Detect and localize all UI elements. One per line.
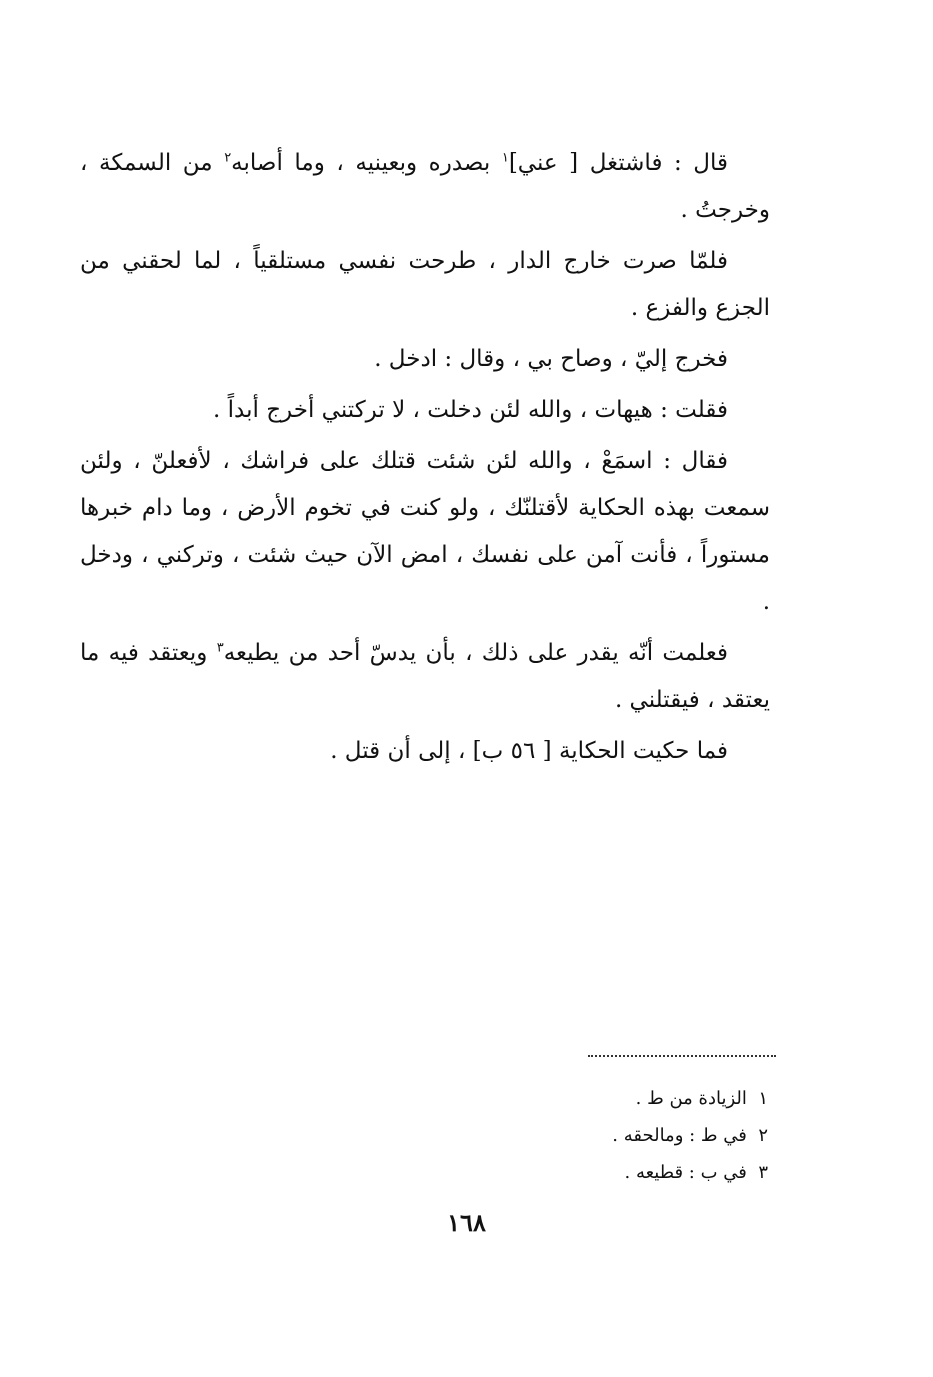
paragraph-6: فعلمت أنّه يقدر على ذلك ، بأن يدسّ أحد من يطيعه$^٣$ ويعتقد فيه ما يعتقد ، فيقتلني . bbox=[80, 640, 770, 713]
paragraph-3: فخرج إليّ ، وصاح بي ، وقال : ادخل . bbox=[374, 346, 728, 372]
footnote-number: ٢ bbox=[758, 1125, 768, 1146]
footnote-number: ٣ bbox=[758, 1162, 768, 1183]
page-number: ١٦٨ bbox=[447, 1208, 486, 1237]
paragraph-7: فما حكيت الحكاية [ ٥٦ ب] ، إلى أن قتل . bbox=[330, 738, 728, 764]
footnote-text: الزيادة من ط . bbox=[635, 1088, 747, 1109]
footnote-separator bbox=[588, 1055, 776, 1057]
paragraph-5: فقال : اسمَعْ ، والله لئن شئت قتلك على فراشك ، لأفعلنّ ، ولئن سمعت بهذه الحكاية لأقتلنّك ، ولو كنت في تخوم الأرض ، وما دام خبرها مستوراً ، فأنت آمن على نفسك ، امض الآن حيث شئت ، وتركني ، ودخل . bbox=[80, 448, 770, 615]
footnote-ref-3: ٣ bbox=[216, 640, 224, 656]
footnotes bbox=[500, 1080, 768, 1191]
footnote-text: في ط : ومالحقه . bbox=[612, 1125, 747, 1146]
footnote-ref-2: ٢ bbox=[224, 150, 232, 166]
main-text bbox=[80, 140, 770, 779]
footnote-2 bbox=[500, 1117, 768, 1154]
footnote-number: ١ bbox=[758, 1088, 768, 1109]
footnote-3 bbox=[500, 1154, 768, 1191]
footnote-text: في ب : قطيعه . bbox=[624, 1162, 747, 1183]
paragraph-1: قال : فاشتغل [ عني]$^١$ بصدره وبعينيه ، وما أصابه$^٢$ من السمكة ، وخرجتُ . bbox=[80, 150, 770, 223]
paragraph-2: فلمّا صرت خارج الدار ، طرحت نفسي مستلقياً ، لما لحقني من الجزع والفزع . bbox=[80, 248, 770, 321]
paragraph-4: فقلت : هيهات ، والله لئن دخلت ، لا تركتني أخرج أبداً . bbox=[213, 397, 728, 423]
footnote-1 bbox=[500, 1080, 768, 1117]
footnote-ref-1: ١ bbox=[501, 150, 509, 166]
